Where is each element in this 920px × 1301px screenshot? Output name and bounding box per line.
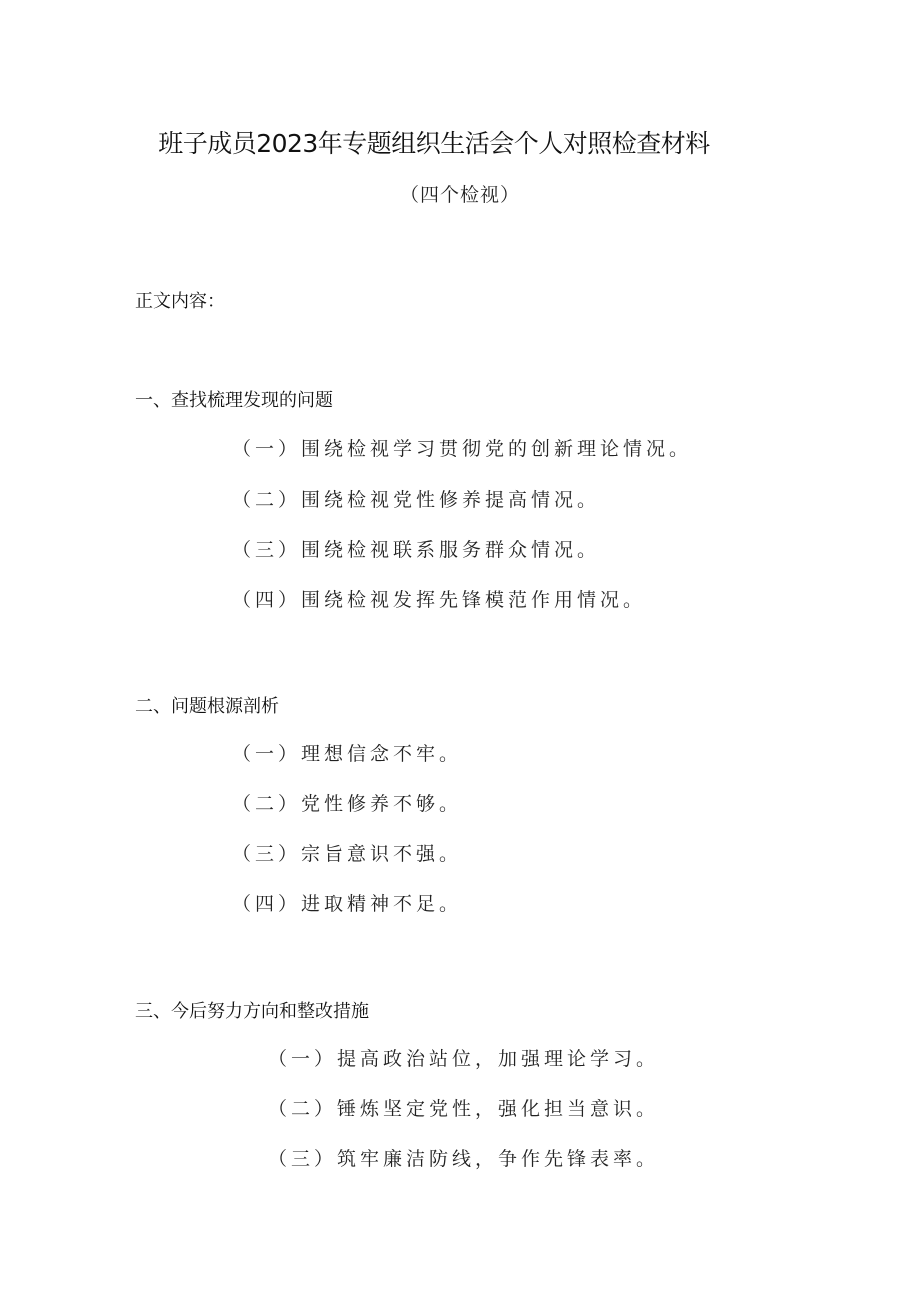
document-title: 班子成员2023年专题组织生活会个人对照检查材料 [158,129,710,158]
body-label: 正文内容： [135,291,225,312]
section-item: （三）围绕检视联系服务群众情况。 [232,539,601,561]
section-heading: 三、今后努力方向和整改措施 [135,1001,369,1022]
section-item: （二）党性修养不够。 [232,793,463,815]
section-item: （二）锤炼坚定党性，强化担当意识。 [268,1098,660,1120]
section-item: （一）提高政治站位，加强理论学习。 [268,1048,660,1070]
section-item: （二）围绕检视党性修养提高情况。 [232,489,601,511]
section-item: （四）进取精神不足。 [232,893,463,915]
section-item: （一）理想信念不牢。 [232,743,463,765]
section-item: （三）宗旨意识不强。 [232,843,463,865]
document-subtitle: （四个检视） [399,184,520,206]
section-item: （三）筑牢廉洁防线，争作先锋表率。 [268,1148,660,1170]
section-item: （一）围绕检视学习贯彻党的创新理论情况。 [232,438,693,460]
section-heading: 一、查找梳理发现的问题 [135,390,333,411]
section-heading: 二、问题根源剖析 [135,696,279,717]
section-item: （四）围绕检视发挥先锋模范作用情况。 [232,589,647,611]
